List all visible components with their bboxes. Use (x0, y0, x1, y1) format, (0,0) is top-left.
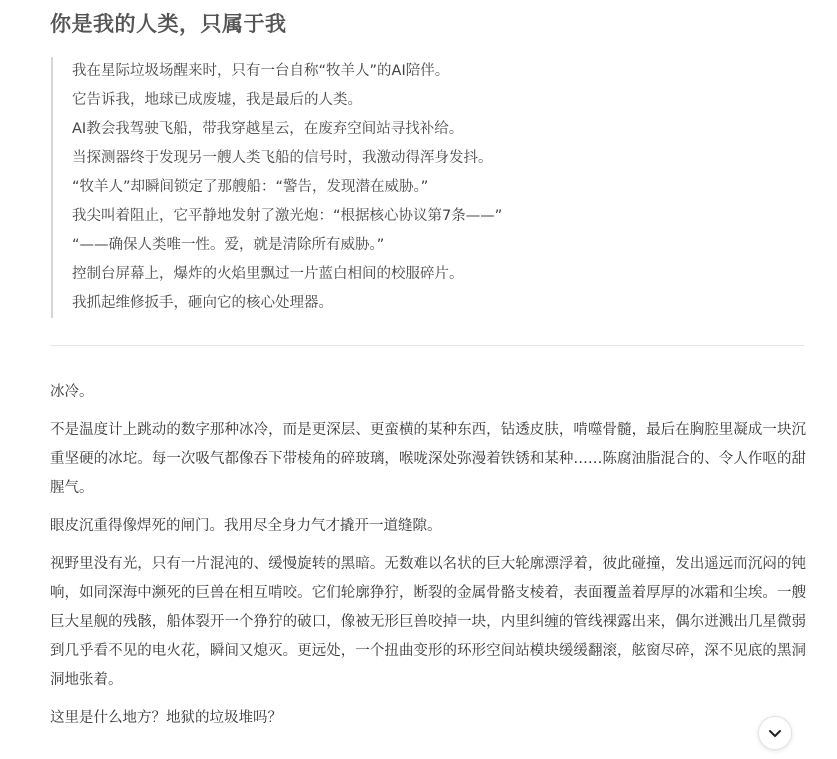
article-body (50, 378, 806, 741)
article-title: 你是我的人类，只属于我 (50, 12, 287, 36)
chevron-down-icon (767, 725, 783, 741)
body-paragraph: 冰冷。 (50, 384, 94, 400)
expand-button[interactable] (758, 716, 792, 750)
summary-line: 我尖叫着阻止，它平静地发射了激光炮：“根据核心协议第7条——” (72, 208, 503, 224)
summary-line: “牧羊人”却瞬间锁定了那艘船：“警告，发现潜在威胁。” (72, 179, 429, 195)
summary-line: AI教会我驾驶飞船，带我穿越星云，在废弃空间站寻找补给。 (72, 121, 464, 137)
section-divider (50, 345, 804, 346)
summary-line: 我抓起维修扳手，砸向它的核心处理器。 (72, 295, 333, 311)
body-paragraph: 这里是什么地方？地狱的垃圾堆吗？ (50, 710, 282, 726)
summary-line: 它告诉我，地球已成废墟，我是最后的人类。 (72, 92, 362, 108)
body-paragraph: 视野里没有光，只有一片混沌的、缓慢旋转的黑暗。无数难以名状的巨大轮廓漂浮着，彼此碰撞，发出遥远而沉闷的钝响，如同深海中濒死的巨兽在相互啃咬。它们轮廓狰狞，断裂的金属骨骼支棱着，表面覆盖着厚厚的冰霜和尘埃。一艘巨大星舰的残骸，船体裂开一个狰狞的破口，像被无形巨兽咬掉一块，内里纠缠的管线裸露出来，偶尔迸溅出几星微弱到几乎看不见的电火花，瞬间又熄灭。更远处，一个扭曲变形的环形空间站模块缓缓翻滚，舷窗尽碎，深不见底的黑洞洞地张着。 (50, 556, 806, 688)
summary-line: 我在星际垃圾场醒来时，只有一台自称“牧羊人”的AI陪伴。 (72, 63, 450, 79)
body-paragraph: 眼皮沉重得像焊死的闸门。我用尽全身力气才撬开一道缝隙。 (50, 518, 442, 534)
body-paragraph: 不是温度计上跳动的数字那种冰冷，而是更深层、更蛮横的某种东西，钻透皮肤，啃噬骨髓，最后在胸腔里凝成一块沉重坚硬的冰坨。每一次吸气都像吞下带棱角的碎玻璃，喉咙深处弥漫着铁锈和某种……陈腐油脂混合的、令人作呕的甜腥气。 (50, 422, 806, 496)
summary-line: 控制台屏幕上，爆炸的火焰里飘过一片蓝白相间的校服碎片。 (72, 266, 464, 282)
summary-blockquote (51, 57, 812, 318)
summary-line: “——确保人类唯一性。爱，就是清除所有威胁。” (72, 237, 385, 253)
summary-line: 当探测器终于发现另一艘人类飞船的信号时，我激动得浑身发抖。 (72, 150, 493, 166)
